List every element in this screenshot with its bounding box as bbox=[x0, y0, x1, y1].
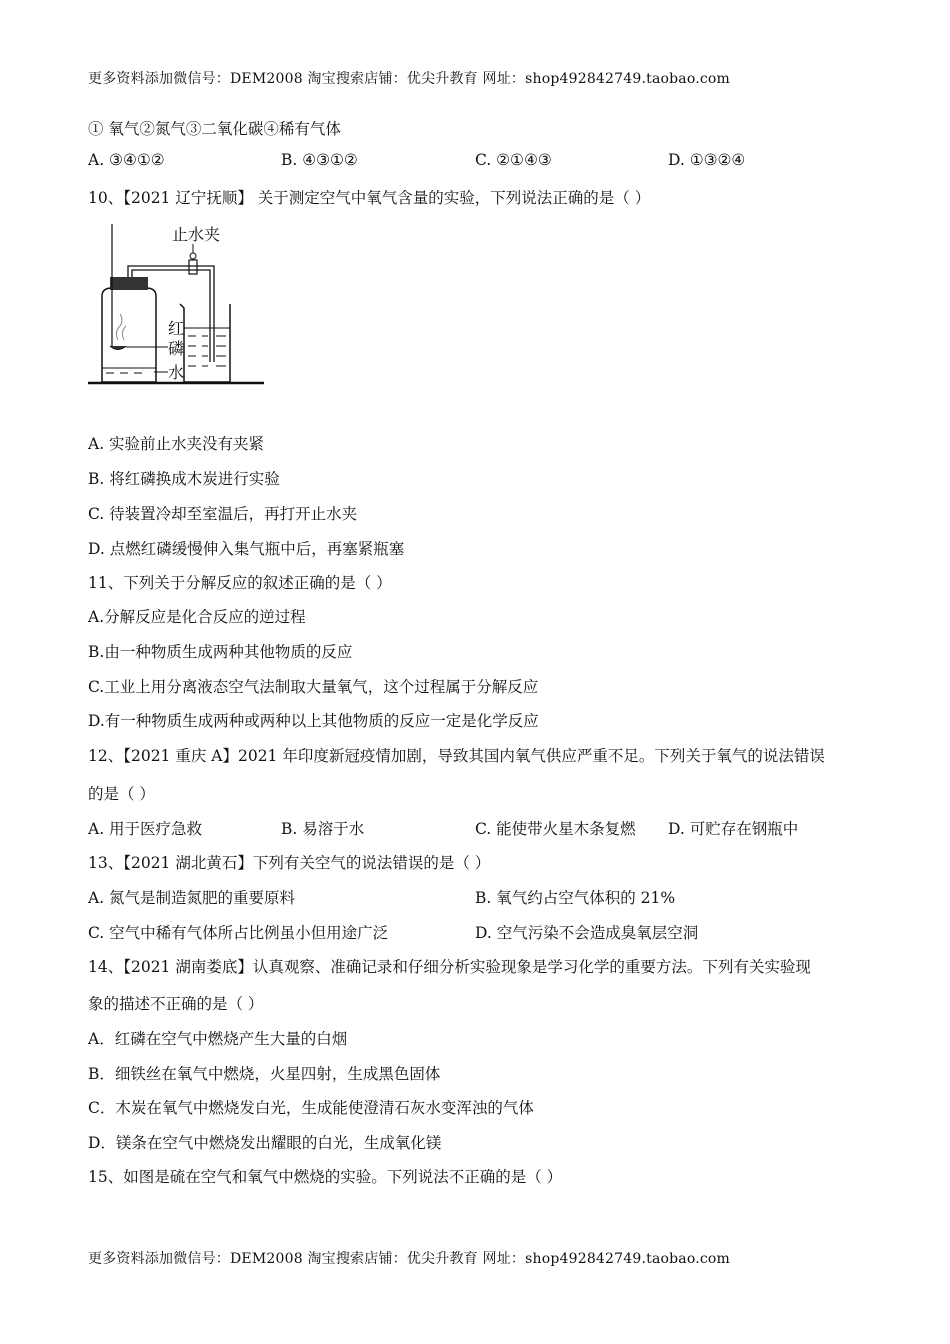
q12-option-b: B. 易溶于水 bbox=[281, 820, 365, 838]
q14-option-a: A．红磷在空气中燃烧产生大量的白烟 bbox=[88, 1030, 348, 1048]
q11-stem: 11、下列关于分解反应的叙述正确的是（ ） bbox=[88, 574, 392, 592]
q14-stem-line2: 象的描述不正确的是（ ） bbox=[88, 995, 264, 1013]
q10-stem: 10、【2021 辽宁抚顺】 关于测定空气中氧气含量的实验，下列说法正确的是（ ） bbox=[88, 189, 651, 207]
red-label: 红 bbox=[168, 319, 185, 338]
q14-stem-line1: 14、【2021 湖南娄底】认真观察、准确记录和仔细分析实验现象是学习化学的重要方法。下列有关实验现 bbox=[88, 958, 811, 976]
q15-stem: 15、如图是硫在空气和氧气中燃烧的实验。下列说法不正确的是（ ） bbox=[88, 1168, 563, 1186]
q9-items: ① 氧气②氮气③二氧化碳④稀有气体 bbox=[88, 120, 341, 138]
q11-option-d: D.有一种物质生成两种或两种以上其他物质的反应一定是化学反应 bbox=[88, 712, 539, 730]
q10-option-a: A. 实验前止水夹没有夹紧 bbox=[88, 435, 265, 453]
phosphorus-label: 磷 bbox=[168, 339, 185, 358]
q13-option-c: C. 空气中稀有气体所占比例虽小但用途广泛 bbox=[88, 924, 389, 942]
q10-option-d: D. 点燃红磷缓慢伸入集气瓶中后，再塞紧瓶塞 bbox=[88, 540, 405, 558]
q11-option-a: A.分解反应是化合反应的逆过程 bbox=[88, 608, 306, 626]
q11-option-b: B.由一种物质生成两种其他物质的反应 bbox=[88, 643, 353, 661]
q10-apparatus-figure bbox=[88, 222, 268, 392]
q14-option-c: C．木炭在氧气中燃烧发白光，生成能使澄清石灰水变浑浊的气体 bbox=[88, 1099, 534, 1117]
water-label: 水 bbox=[168, 363, 185, 382]
q12-option-d: D. 可贮存在钢瓶中 bbox=[668, 820, 799, 838]
q14-option-b: B．细铁丝在氧气中燃烧，火星四射，生成黑色固体 bbox=[88, 1065, 441, 1083]
q14-option-d: D．镁条在空气中燃烧发出耀眼的白光，生成氧化镁 bbox=[88, 1134, 442, 1152]
q13-option-d: D. 空气污染不会造成臭氧层空洞 bbox=[475, 924, 699, 942]
q12-option-c: C. 能使带火星木条复燃 bbox=[475, 820, 636, 838]
q9-option-b: B. ④③①② bbox=[281, 151, 358, 169]
q13-stem: 13、【2021 湖北黄石】下列有关空气的说法错误的是（ ） bbox=[88, 854, 491, 872]
q12-option-a: A. 用于医疗急救 bbox=[88, 820, 203, 838]
q9-option-d: D. ①③②④ bbox=[668, 151, 746, 169]
q9-option-a: A. ③④①② bbox=[88, 151, 165, 169]
q10-option-c: C. 待装置冷却至室温后，再打开止水夹 bbox=[88, 505, 358, 523]
q13-option-a: A. 氮气是制造氮肥的重要原料 bbox=[88, 889, 296, 907]
page-header: 更多资料添加微信号：DEM2008 淘宝搜索店铺：优尖升教育 网址：shop492842749.taobao.com bbox=[88, 71, 731, 87]
clamp-label: 止水夹 bbox=[172, 225, 221, 244]
q9-option-c: C. ②①④③ bbox=[475, 151, 552, 169]
q12-stem-line2: 的是（ ） bbox=[88, 785, 155, 803]
q13-option-b: B. 氧气约占空气体积的 21% bbox=[475, 889, 676, 907]
q11-option-c: C.工业上用分离液态空气法制取大量氧气，这个过程属于分解反应 bbox=[88, 678, 539, 696]
page-footer: 更多资料添加微信号：DEM2008 淘宝搜索店铺：优尖升教育 网址：shop492842749.taobao.com bbox=[88, 1251, 731, 1267]
q12-stem-line1: 12、【2021 重庆 A】2021 年印度新冠疫情加剧，导致其国内氧气供应严重不足。下列关于氧气的说法错误 bbox=[88, 747, 825, 765]
q10-option-b: B. 将红磷换成木炭进行实验 bbox=[88, 470, 280, 488]
